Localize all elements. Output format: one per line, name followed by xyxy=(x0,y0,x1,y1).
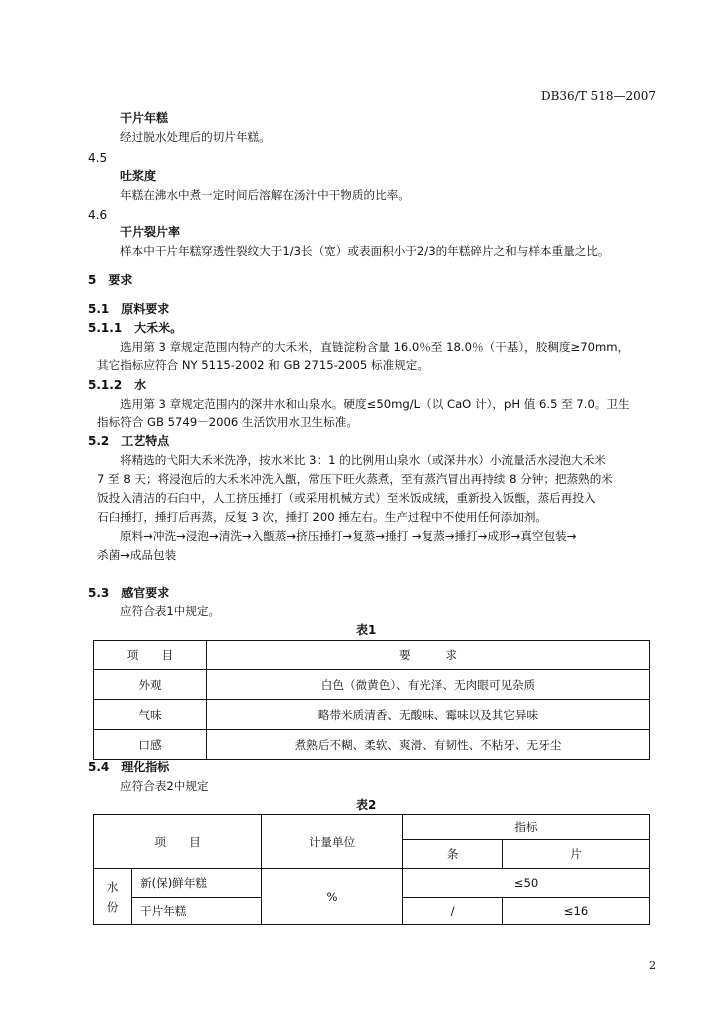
section-5-4-heading: 5.4 理化指标 xyxy=(88,760,170,774)
page-number: 2 xyxy=(649,959,656,972)
table-cell: 略带米质清香、无酸味、霉味以及其它异味 xyxy=(207,700,650,730)
term-dry-slice: 干片年糕 xyxy=(120,111,169,125)
def-crack-rate: 样本中干片年糕穿透性裂纹大于1/3长（宽）或表面积小于2/3的年糕碎片之和与样本重量之比。 xyxy=(120,244,610,258)
clause-4-6: 4.6 xyxy=(88,208,108,222)
section-5-3-heading: 5.3 感官要求 xyxy=(88,586,170,600)
table-1-caption: 表1 xyxy=(356,623,377,637)
table-2-physchem xyxy=(93,814,650,925)
term-tujiang: 吐浆度 xyxy=(120,169,157,183)
table-cell: ≤50 xyxy=(403,869,650,898)
table-cell: 煮熟后不糊、柔软、爽滑、有韧性、不粘牙、无牙尘 xyxy=(207,730,650,760)
rice-spec-line-2: 其它指标应符合 NY 5115-2002 和 GB 2715-2005 标准规定。 xyxy=(97,358,429,372)
col-tiao-header: 条 xyxy=(403,840,503,869)
index-header: 指标 xyxy=(403,815,650,840)
clause-4-5: 4.5 xyxy=(88,151,108,165)
table-row xyxy=(94,730,650,760)
section-5-1-1-heading: 5.1.1 大禾米。 xyxy=(88,321,183,335)
rice-spec-line-1: 选用第 3 章规定范围内特产的大禾米，直链淀粉含量 16.0％至 18.0％（干基），胶稠度≥70mm， xyxy=(120,340,630,354)
table-cell: 新(保)鲜年糕 xyxy=(132,869,262,898)
water-spec-line-2: 指标符合 GB 5749－2006 生活饮用水卫生标准。 xyxy=(97,415,358,429)
physchem-reference: 应符合表2中规定 xyxy=(120,779,209,793)
table-row xyxy=(94,700,650,730)
unit-header: 计量单位 xyxy=(262,815,403,869)
process-flow-line-2: 杀菌→成品包装 xyxy=(97,548,177,562)
table-cell: ≤16 xyxy=(503,898,650,925)
section-5-2-heading: 5.2 工艺特点 xyxy=(88,434,170,448)
process-line-4: 石臼捶打，捶打后再蒸，反复 3 次，捶打 200 捶左右。生产过程中不使用任何添加剂。 xyxy=(97,510,548,524)
process-line-1: 将精选的弋阳大禾米洗净，按水米比 3：1 的比例用山泉水（或深井水）小流量活水浸泡大禾米 xyxy=(120,453,606,467)
table-header-row xyxy=(94,641,650,670)
section-5-heading: 5 要求 xyxy=(88,273,133,287)
table-cell: 口感 xyxy=(94,730,207,760)
section-5-1-heading: 5.1 原料要求 xyxy=(88,302,170,316)
section-5-1-2-heading: 5.1.2 水 xyxy=(88,378,147,392)
table-header-cell: 项 目 xyxy=(94,641,207,670)
table-cell: 外观 xyxy=(94,670,207,700)
process-line-2: 7 至 8 天；将浸泡后的大禾米冲洗入甑，常压下旺火蒸煮，至有蒸汽冒出再持续 8 分钟；把蒸熟的米 xyxy=(97,472,613,486)
table-header-row xyxy=(94,815,650,840)
item-header: 项 目 xyxy=(94,815,262,869)
water-spec-line-1: 选用第 3 章规定范围内的深井水和山泉水。硬度≤50mg/L（以 CaO 计），pH 值 6.5 至 7.0。卫生 xyxy=(120,397,630,411)
def-dry-slice: 经过脱水处理后的切片年糕。 xyxy=(120,130,271,144)
table-2-caption: 表2 xyxy=(356,798,377,812)
standard-number: DB36/T 518—2007 xyxy=(540,89,656,103)
table-cell: 干片年糕 xyxy=(132,898,262,925)
table-1-sensory xyxy=(93,640,650,760)
table-row xyxy=(94,670,650,700)
term-crack-rate: 干片裂片率 xyxy=(120,225,181,239)
unit-cell: % xyxy=(262,869,403,925)
sensory-reference: 应符合表1中规定。 xyxy=(120,604,221,618)
moisture-group-label xyxy=(94,869,132,925)
table-row xyxy=(94,869,650,898)
process-line-3: 饭投入清洁的石臼中，人工挤压捶打（或采用机械方式）至米饭成绒，重新投入饭甑，蒸后再投入 xyxy=(97,491,596,505)
process-flow-line-1: 原料→冲洗→浸泡→清洗→入甑蒸→挤压捶打→复蒸→捶打 →复蒸→捶打→成形→真空包装→ xyxy=(120,529,577,543)
def-tujiang: 年糕在沸水中煮一定时间后溶解在汤汁中干物质的比率。 xyxy=(120,188,410,202)
table-cell: / xyxy=(403,898,503,925)
table-header-cell: 要 求 xyxy=(207,641,650,670)
moisture-label-text: 水份 xyxy=(106,879,119,914)
col-pian-header: 片 xyxy=(503,840,650,869)
table-cell: 白色（微黄色）、有光泽、无肉眼可见杂质 xyxy=(207,670,650,700)
table-cell: 气味 xyxy=(94,700,207,730)
